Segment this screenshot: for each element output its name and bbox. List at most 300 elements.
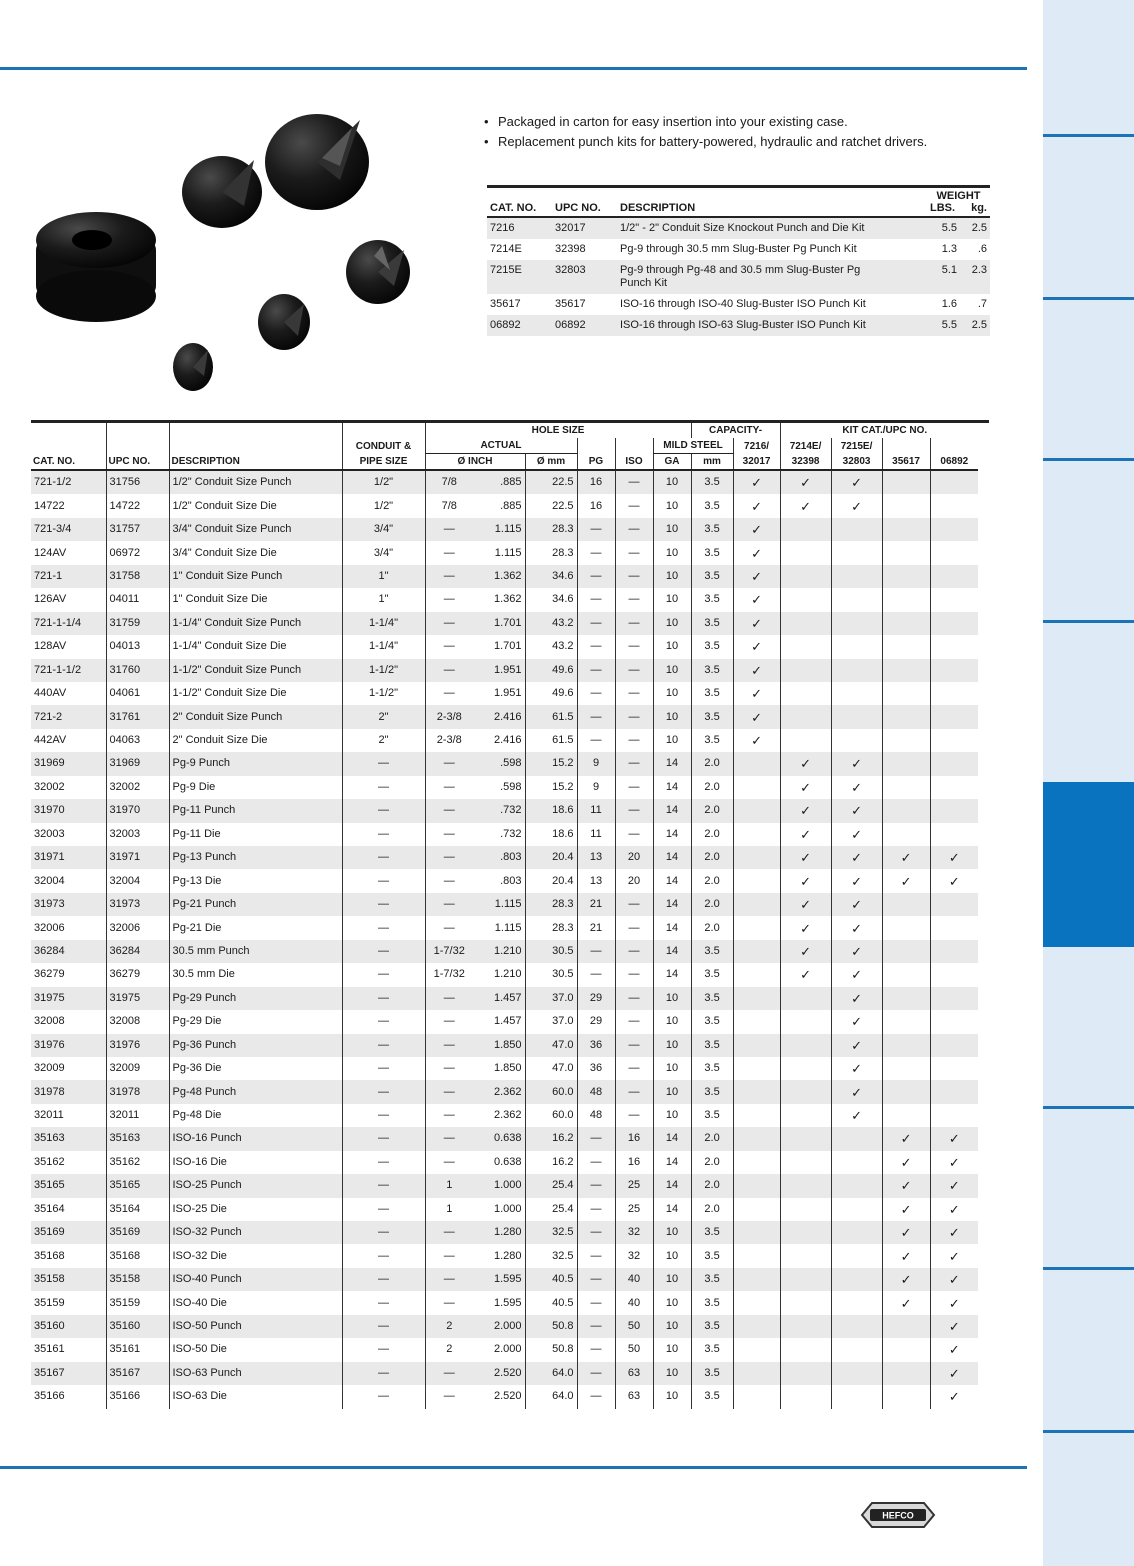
cell-mm: 2.0 <box>691 1174 733 1197</box>
cell-description: 1-1/4" Conduit Size Die <box>169 635 342 658</box>
check-icon: ✓ <box>733 635 780 658</box>
check-icon <box>831 682 882 705</box>
cell-mm: 3.5 <box>691 1057 733 1080</box>
col-kit: KIT CAT./UPC NO. <box>780 422 989 439</box>
cell-pipe-size: 1-1/4" <box>342 612 425 635</box>
cell-description: Pg-36 Punch <box>169 1034 342 1057</box>
cell-pg: — <box>577 518 615 541</box>
cell-cat-no: 721-1-1/4 <box>31 612 106 635</box>
col-kit-35617: 35617 <box>882 454 930 471</box>
cell-iso: — <box>615 963 653 986</box>
spec-row <box>31 869 989 892</box>
cell-ga: 14 <box>653 1174 691 1197</box>
cell-dia-fraction: — <box>425 565 473 588</box>
check-icon: ✓ <box>733 612 780 635</box>
cell-ga: 10 <box>653 682 691 705</box>
spec-row <box>31 1127 989 1150</box>
cell-dia-mm: 61.5 <box>525 705 577 728</box>
cell-iso: — <box>615 470 653 494</box>
check-icon <box>780 987 831 1010</box>
cell-pg: — <box>577 588 615 611</box>
kit-cat: 35617 <box>490 298 521 310</box>
spec-row <box>31 1221 989 1244</box>
cell-cat-no: 128AV <box>34 640 67 653</box>
check-icon: ✓ <box>930 1291 978 1314</box>
cell-mm: 3.5 <box>691 1268 733 1291</box>
check-icon <box>733 752 780 775</box>
cell-pg: — <box>577 1244 615 1267</box>
check-icon <box>882 963 930 986</box>
check-icon <box>733 1010 780 1033</box>
cell-iso: 63 <box>615 1362 653 1385</box>
cell-upc-no: 31970 <box>106 799 169 822</box>
cell-upc-no: 04011 <box>106 588 169 611</box>
cell-iso: 16 <box>615 1127 653 1150</box>
cell-mm: 3.5 <box>691 612 733 635</box>
cell-pipe-size: — <box>342 1104 425 1127</box>
cell-pipe-size: 1-1/4" <box>342 635 425 658</box>
check-icon: ✓ <box>831 893 882 916</box>
side-tab-divider <box>1043 1106 1134 1109</box>
cell-dia-fraction: — <box>425 1268 473 1291</box>
cell-description: Pg-21 Die <box>169 916 342 939</box>
cell-cat-no: 440AV <box>34 687 67 700</box>
check-icon <box>733 1221 780 1244</box>
cell-pg: — <box>577 1362 615 1385</box>
cell-iso: — <box>615 588 653 611</box>
cell-description: Pg-29 Die <box>169 1010 342 1033</box>
cell-upc-no: 31975 <box>106 987 169 1010</box>
cell-dia-inch: .885 <box>500 499 522 512</box>
cell-cat-no: 721-2 <box>31 705 106 728</box>
check-icon <box>733 1385 780 1408</box>
cell-upc-no: 35164 <box>106 1198 169 1221</box>
cell-dia-mm: 40.5 <box>525 1268 577 1291</box>
cell-mm: 2.0 <box>691 1127 733 1150</box>
kit-lbs: 1.6 <box>941 298 957 310</box>
punch-spec-table <box>31 420 989 1409</box>
cell-iso: 40 <box>615 1291 653 1314</box>
kit-table <box>487 185 990 336</box>
cell-iso: — <box>615 565 653 588</box>
cell-dia-fraction: — <box>425 1057 473 1080</box>
cell-ga: 10 <box>653 659 691 682</box>
check-icon: ✓ <box>930 1362 978 1385</box>
cell-pg: — <box>577 1221 615 1244</box>
cell-dia-fraction: 7/8 <box>425 494 473 517</box>
cell-pg: — <box>577 1198 615 1221</box>
cell-cat-no: 32003 <box>34 827 65 840</box>
check-icon <box>831 588 882 611</box>
kit-desc: ISO-16 through ISO-40 Slug-Buster ISO Punch Kit <box>620 298 866 310</box>
cell-pg: — <box>577 940 615 963</box>
cell-dia-mm: 34.6 <box>525 565 577 588</box>
cell-mm: 3.5 <box>691 1338 733 1361</box>
cell-cat-no: 32004 <box>34 874 65 887</box>
cell-upc-no: 35169 <box>106 1221 169 1244</box>
spec-row <box>31 588 989 611</box>
cell-cat-no: 35163 <box>31 1127 106 1150</box>
cell-pipe-size: 1/2" <box>342 494 425 517</box>
check-icon <box>882 1010 930 1033</box>
cell-dia-fraction: 1-7/32 <box>425 940 473 963</box>
cell-dia-mm: 37.0 <box>525 1010 577 1033</box>
cell-dia-fraction: — <box>425 752 473 775</box>
check-icon <box>831 635 882 658</box>
check-icon <box>930 752 978 775</box>
cell-ga: 14 <box>653 1127 691 1150</box>
check-icon: ✓ <box>733 588 780 611</box>
cell-ga: 10 <box>653 1104 691 1127</box>
spec-row <box>31 705 989 728</box>
check-icon <box>780 565 831 588</box>
cell-pipe-size: 1" <box>342 565 425 588</box>
cell-upc-no: 04063 <box>106 729 169 752</box>
cell-dia-inch: 1.457 <box>493 1015 522 1028</box>
check-icon <box>930 963 978 986</box>
cell-dia-inch: 1.362 <box>493 593 522 606</box>
check-icon <box>831 1385 882 1408</box>
spec-row <box>31 916 989 939</box>
check-icon: ✓ <box>733 659 780 682</box>
col-kit-32803: 32803 <box>831 454 882 471</box>
kit-upc: 06892 <box>552 315 617 336</box>
check-icon <box>780 1244 831 1267</box>
cell-cat-no: 442AV <box>34 734 67 747</box>
cell-description: 1" Conduit Size Die <box>169 588 342 611</box>
kit-row <box>487 239 990 260</box>
cell-iso: — <box>615 635 653 658</box>
check-icon <box>831 1338 882 1361</box>
cell-mm: 3.5 <box>691 588 733 611</box>
check-icon <box>930 1057 978 1080</box>
cell-pg: — <box>577 1338 615 1361</box>
check-icon: ✓ <box>733 541 780 564</box>
check-icon: ✓ <box>930 1198 978 1221</box>
brand-logo-icon <box>858 1495 938 1535</box>
cell-ga: 14 <box>653 1198 691 1221</box>
cell-iso: 50 <box>615 1315 653 1338</box>
check-icon: ✓ <box>882 1244 930 1267</box>
brand-logo-text: HEFCO <box>882 1510 914 1521</box>
check-icon: ✓ <box>882 846 930 869</box>
cell-ga: 14 <box>653 799 691 822</box>
check-icon <box>930 1104 978 1127</box>
cell-iso: — <box>615 823 653 846</box>
check-icon <box>882 1104 930 1127</box>
feature-bullet: • Replacement punch kits for battery-powered, hydraulic and ratchet drivers. <box>482 132 1002 152</box>
check-icon <box>930 729 978 752</box>
cell-ga: 10 <box>653 1338 691 1361</box>
check-icon: ✓ <box>733 565 780 588</box>
cell-pipe-size: — <box>342 916 425 939</box>
cell-upc-no: 35167 <box>106 1362 169 1385</box>
check-icon <box>780 1268 831 1291</box>
kit-upc: 32017 <box>552 217 617 239</box>
check-icon <box>882 1080 930 1103</box>
cell-dia-fraction: 1-7/32 <box>425 963 473 986</box>
cell-cat-no: 36284 <box>31 940 106 963</box>
cell-cat-no: 31978 <box>31 1080 106 1103</box>
check-icon <box>780 1221 831 1244</box>
kit-col-upc: UPC NO. <box>552 187 617 218</box>
col-mm: mm <box>691 454 733 471</box>
kit-desc: 1/2" - 2" Conduit Size Knockout Punch and Die Kit <box>617 217 927 239</box>
side-tab-active[interactable] <box>1043 782 1134 947</box>
cell-pg: 11 <box>577 823 615 846</box>
check-icon <box>780 1127 831 1150</box>
cell-ga: 10 <box>653 494 691 517</box>
spec-row <box>31 518 989 541</box>
cell-pg: 16 <box>577 494 615 517</box>
spec-row <box>31 1080 989 1103</box>
check-icon <box>780 1338 831 1361</box>
spec-row <box>31 659 989 682</box>
check-icon: ✓ <box>780 846 831 869</box>
check-icon: ✓ <box>882 869 930 892</box>
check-icon <box>882 987 930 1010</box>
check-icon: ✓ <box>930 1268 978 1291</box>
cell-upc-no: 31757 <box>106 518 169 541</box>
cell-pipe-size: — <box>342 846 425 869</box>
cell-cat-no: 31973 <box>31 893 106 916</box>
cell-description: ISO-63 Punch <box>169 1362 342 1385</box>
check-icon <box>780 518 831 541</box>
cell-ga: 10 <box>653 1315 691 1338</box>
kit-desc: Pg-9 through Pg-48 and 30.5 mm Slug-Buster Pg Punch Kit <box>617 260 927 294</box>
spec-header-row <box>31 454 989 471</box>
check-icon <box>930 916 978 939</box>
kit-kg: 2.5 <box>960 315 990 336</box>
cell-mm: 3.5 <box>691 1315 733 1338</box>
check-icon <box>831 1198 882 1221</box>
cell-dia-mm: 61.5 <box>525 729 577 752</box>
cell-dia-mm: 47.0 <box>525 1034 577 1057</box>
cell-dia-mm: 49.6 <box>525 659 577 682</box>
cell-pg: 36 <box>577 1057 615 1080</box>
cell-dia-inch: 2.000 <box>473 1315 525 1338</box>
spec-row <box>31 1385 989 1408</box>
spec-row <box>31 752 989 775</box>
cell-pg: — <box>577 1315 615 1338</box>
col-actual: ACTUAL <box>425 438 577 454</box>
cell-dia-mm: 22.5 <box>525 494 577 517</box>
cell-ga: 10 <box>653 1057 691 1080</box>
check-icon <box>733 1127 780 1150</box>
kit-lbs: 1.3 <box>941 243 957 255</box>
spec-row <box>31 1151 989 1174</box>
cell-dia-fraction: — <box>425 1291 473 1314</box>
check-icon: ✓ <box>831 987 882 1010</box>
cell-cat-no: 35165 <box>31 1174 106 1197</box>
cell-mm: 3.5 <box>691 1010 733 1033</box>
cell-upc-no: 31973 <box>106 893 169 916</box>
spec-row <box>31 1362 989 1385</box>
check-icon <box>780 729 831 752</box>
spec-row <box>31 940 989 963</box>
cell-pipe-size: — <box>342 1221 425 1244</box>
col-kit-7214e: 7214E/ <box>780 438 831 454</box>
check-icon <box>930 776 978 799</box>
cell-dia-inch: 1.850 <box>473 1034 525 1057</box>
check-icon <box>780 1151 831 1174</box>
cell-dia-inch: 1.951 <box>493 687 522 700</box>
spec-row <box>31 1315 989 1338</box>
check-icon <box>882 612 930 635</box>
cell-pg: — <box>577 705 615 728</box>
check-icon <box>831 1174 882 1197</box>
cell-dia-inch: .732 <box>500 827 522 840</box>
check-icon: ✓ <box>780 494 831 517</box>
cell-dia-inch: .732 <box>473 799 525 822</box>
cell-mm: 3.5 <box>691 1080 733 1103</box>
punch-large-icon <box>265 114 369 210</box>
cell-cat-no: 35164 <box>34 1202 65 1215</box>
check-icon: ✓ <box>780 799 831 822</box>
cell-dia-mm: 28.3 <box>525 893 577 916</box>
cell-pg: 9 <box>577 752 615 775</box>
cell-upc-no: 04013 <box>106 635 169 658</box>
kit-col-kg: kg. <box>971 202 987 214</box>
check-icon: ✓ <box>780 752 831 775</box>
check-icon <box>882 518 930 541</box>
spec-row <box>31 1268 989 1291</box>
kit-kg: .7 <box>977 298 987 310</box>
kit-lbs: 5.5 <box>927 217 960 239</box>
cell-iso: — <box>615 494 653 517</box>
cell-description: Pg-9 Die <box>169 776 342 799</box>
check-icon <box>930 1010 978 1033</box>
cell-ga: 10 <box>653 588 691 611</box>
cell-mm: 3.5 <box>691 518 733 541</box>
check-icon: ✓ <box>930 1338 978 1361</box>
kit-row <box>487 315 990 336</box>
spec-row <box>31 470 989 494</box>
cell-upc-no: 31761 <box>106 705 169 728</box>
kit-kg: .6 <box>977 243 987 255</box>
spec-header-row <box>31 422 989 439</box>
check-icon <box>733 1034 780 1057</box>
cell-dia-fraction: — <box>425 659 473 682</box>
spec-row <box>31 1034 989 1057</box>
check-icon: ✓ <box>780 470 831 494</box>
cell-upc-no: 31758 <box>106 565 169 588</box>
check-icon <box>780 588 831 611</box>
col-conduit: CONDUIT & <box>342 438 425 454</box>
check-icon <box>780 1315 831 1338</box>
cell-pipe-size: — <box>342 776 425 799</box>
cell-dia-inch: 1.595 <box>473 1268 525 1291</box>
cell-dia-fraction: — <box>425 1080 473 1103</box>
spec-row <box>31 612 989 635</box>
cell-pg: 48 <box>577 1104 615 1127</box>
cell-cat-no: 32006 <box>34 921 65 934</box>
cell-upc-no: 35166 <box>106 1385 169 1408</box>
cell-ga: 10 <box>653 729 691 752</box>
cell-dia-mm: 28.3 <box>525 518 577 541</box>
cell-dia-inch: 2.520 <box>493 1390 522 1403</box>
side-tab-divider <box>1043 620 1134 623</box>
cell-iso: — <box>615 518 653 541</box>
check-icon <box>882 1315 930 1338</box>
check-icon: ✓ <box>780 940 831 963</box>
cell-dia-fraction: 7/8 <box>425 470 473 494</box>
check-icon <box>831 518 882 541</box>
cell-description: Pg-29 Punch <box>169 987 342 1010</box>
check-icon <box>733 1080 780 1103</box>
cell-description: ISO-25 Punch <box>169 1174 342 1197</box>
check-icon <box>882 752 930 775</box>
cell-pipe-size: — <box>342 1080 425 1103</box>
check-icon: ✓ <box>882 1291 930 1314</box>
kit-desc: Pg-9 through 30.5 mm Slug-Buster Pg Punch Kit <box>620 243 857 255</box>
check-icon <box>930 940 978 963</box>
cell-pipe-size: 2" <box>342 705 425 728</box>
cell-pg: 9 <box>577 776 615 799</box>
kit-col-cat: CAT. NO. <box>487 187 552 218</box>
cell-dia-fraction: — <box>425 1034 473 1057</box>
col-description: DESCRIPTION <box>169 454 342 471</box>
cell-dia-mm: 16.2 <box>525 1127 577 1150</box>
cell-pg: 16 <box>577 470 615 494</box>
col-cat-no: CAT. NO. <box>31 454 106 471</box>
cell-ga: 10 <box>653 635 691 658</box>
cell-dia-inch: 1.210 <box>493 968 522 981</box>
check-icon: ✓ <box>780 963 831 986</box>
cell-dia-fraction: — <box>425 518 473 541</box>
cell-ga: 14 <box>653 846 691 869</box>
cell-dia-inch: 1.951 <box>473 659 525 682</box>
check-icon: ✓ <box>930 1127 978 1150</box>
cell-mm: 2.0 <box>691 869 733 892</box>
cell-dia-fraction: — <box>425 1385 473 1408</box>
check-icon: ✓ <box>930 1221 978 1244</box>
check-icon: ✓ <box>831 916 882 939</box>
check-icon: ✓ <box>831 940 882 963</box>
spec-table-body <box>31 470 989 1409</box>
cell-dia-mm: 40.5 <box>525 1291 577 1314</box>
cell-iso: — <box>615 682 653 705</box>
cell-dia-inch: 1.115 <box>494 546 522 559</box>
cell-mm: 2.0 <box>691 846 733 869</box>
check-icon <box>831 1127 882 1150</box>
cell-description: ISO-63 Die <box>169 1385 342 1408</box>
cell-description: ISO-32 Die <box>169 1244 342 1267</box>
cell-description: Pg-9 Punch <box>169 752 342 775</box>
cell-ga: 14 <box>653 893 691 916</box>
cell-ga: 10 <box>653 470 691 494</box>
cell-dia-inch: 1.115 <box>473 893 525 916</box>
cell-pipe-size: — <box>342 1268 425 1291</box>
check-icon: ✓ <box>831 1010 882 1033</box>
cell-mm: 3.5 <box>691 659 733 682</box>
cell-ga: 10 <box>653 1080 691 1103</box>
cell-iso: — <box>615 799 653 822</box>
cell-mm: 3.5 <box>691 494 733 517</box>
cell-mm: 2.0 <box>691 1198 733 1221</box>
spec-row <box>31 729 989 752</box>
cell-ga: 10 <box>653 1268 691 1291</box>
cell-pg: 13 <box>577 869 615 892</box>
check-icon <box>882 659 930 682</box>
cell-pipe-size: — <box>342 1385 425 1408</box>
check-icon <box>831 1151 882 1174</box>
punch-small-icon <box>346 240 410 304</box>
cell-pipe-size: — <box>342 1244 425 1267</box>
cell-pipe-size: — <box>342 1057 425 1080</box>
cell-description: ISO-16 Die <box>169 1151 342 1174</box>
punch-tiny-icon <box>173 343 213 391</box>
